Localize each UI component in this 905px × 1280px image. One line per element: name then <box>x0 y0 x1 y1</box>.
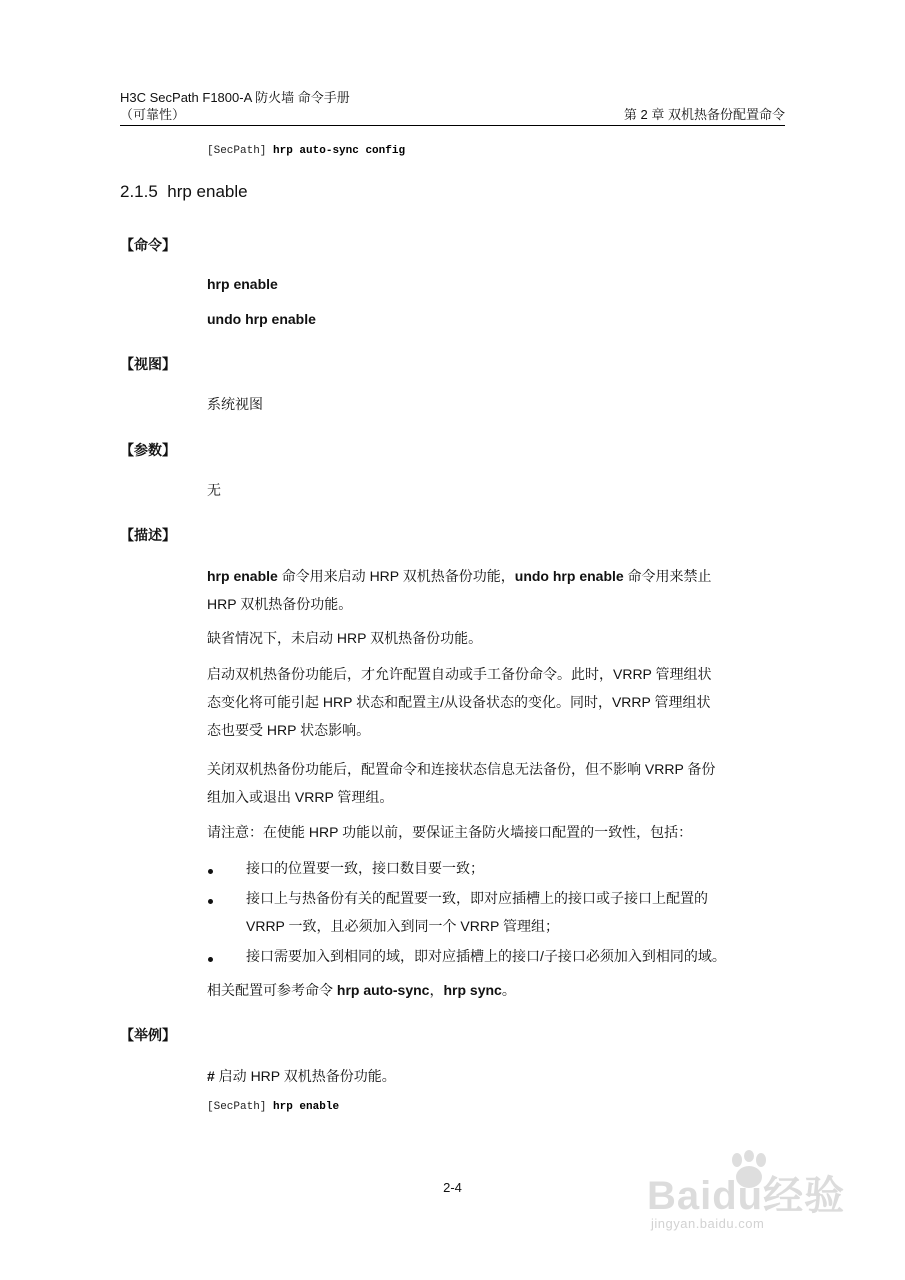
bullet-item-2-line-1: 接口上与热备份有关的配置要一致，即对应插槽上的接口或子接口上配置的 <box>246 890 708 906</box>
section-heading <box>120 182 248 202</box>
baidu-watermark <box>647 1150 847 1240</box>
header-subtitle: （可靠性） <box>120 107 186 122</box>
desc-paragraph-1 <box>207 562 787 618</box>
related-cmd-auto-sync: hrp auto-sync <box>336 982 430 998</box>
bullet-dot <box>208 899 213 904</box>
view-text: 系统视图 <box>207 396 263 412</box>
code-prompt: [SecPath] <box>207 1101 267 1113</box>
label-example: 【举例】 <box>120 1027 176 1043</box>
related-cmd-sync: hrp sync <box>443 982 502 998</box>
example-comment <box>207 1062 787 1090</box>
bullet-item-2-line-2: VRRP 一致，且必须加入到同一个 VRRP 管理组； <box>246 918 559 934</box>
desc-paragraph-5: 请注意：在使能 HRP 功能以前，要保证主备防火墙接口配置的一致性，包括： <box>207 824 693 840</box>
code-command: hrp enable <box>273 1101 340 1113</box>
desc-p4-line-1: 关闭双机热备份功能后，配置命令和连接状态信息无法备份，但不影响 VRRP 备份 <box>207 761 716 777</box>
watermark-url: jingyan.baidu.com <box>651 1216 765 1231</box>
example-code-line <box>207 1101 339 1113</box>
desc-p3-line-3: 态也要受 HRP 状态影响。 <box>207 722 371 738</box>
related-sep: ， <box>429 982 444 998</box>
bullet-dot <box>208 957 213 962</box>
header-title: H3C SecPath F1800-A 防火墙 命令手册 <box>120 90 350 105</box>
page-number: 2-4 <box>443 1180 462 1195</box>
code-prompt: [SecPath] <box>207 145 267 157</box>
top-code-line <box>207 145 405 157</box>
related-end: 。 <box>501 982 516 998</box>
example-comment-text: 启动 HRP 双机热备份功能。 <box>214 1068 396 1084</box>
section-number: 2.1.5 <box>120 182 158 201</box>
related-commands <box>207 976 787 1004</box>
label-command: 【命令】 <box>120 237 176 253</box>
desc-text-2: 命令用来禁止 <box>623 568 712 584</box>
desc-text-1: 命令用来启动 HRP 双机热备份功能， <box>277 568 515 584</box>
bullet-item-1: 接口的位置要一致，接口数目要一致； <box>246 860 484 876</box>
desc-p3-line-2: 态变化将可能引起 HRP 状态和配置主/从设备状态的变化。同时，VRRP 管理组状 <box>207 694 711 710</box>
params-text: 无 <box>207 482 221 498</box>
command-syntax-2: undo hrp enable <box>207 311 316 327</box>
desc-cmd-undo: undo hrp enable <box>514 568 624 584</box>
bullet-item-3: 接口需要加入到相同的域，即对应插槽上的接口/子接口必须加入到相同的域。 <box>246 948 726 964</box>
label-description: 【描述】 <box>120 527 176 543</box>
desc-cmd-enable: hrp enable <box>207 568 278 584</box>
header-divider <box>120 125 785 126</box>
command-syntax-1: hrp enable <box>207 276 278 292</box>
header-chapter: 第 2 章 双机热备份配置命令 <box>623 107 785 122</box>
related-prefix: 相关配置可参考命令 <box>207 982 337 998</box>
bullet-item-2 <box>246 884 791 940</box>
desc-paragraph-2: 缺省情况下，未启动 HRP 双机热备份功能。 <box>207 630 483 646</box>
bullet-dot <box>208 869 213 874</box>
label-params: 【参数】 <box>120 442 176 458</box>
section-title: hrp enable <box>167 182 248 201</box>
desc-paragraph-4 <box>207 755 787 811</box>
desc-p3-line-1: 启动双机热备份功能后，才允许配置自动或手工备份命令。此时，VRRP 管理组状 <box>207 666 712 682</box>
watermark-main-text: Baidu经验 <box>647 1174 846 1218</box>
desc-text-3: HRP 双机热备份功能。 <box>207 596 353 612</box>
desc-p4-line-2: 组加入或退出 VRRP 管理组。 <box>207 789 394 805</box>
label-view: 【视图】 <box>120 356 176 372</box>
desc-paragraph-3 <box>207 660 787 744</box>
example-hash: # <box>207 1068 215 1084</box>
code-command: hrp auto-sync config <box>273 145 406 157</box>
